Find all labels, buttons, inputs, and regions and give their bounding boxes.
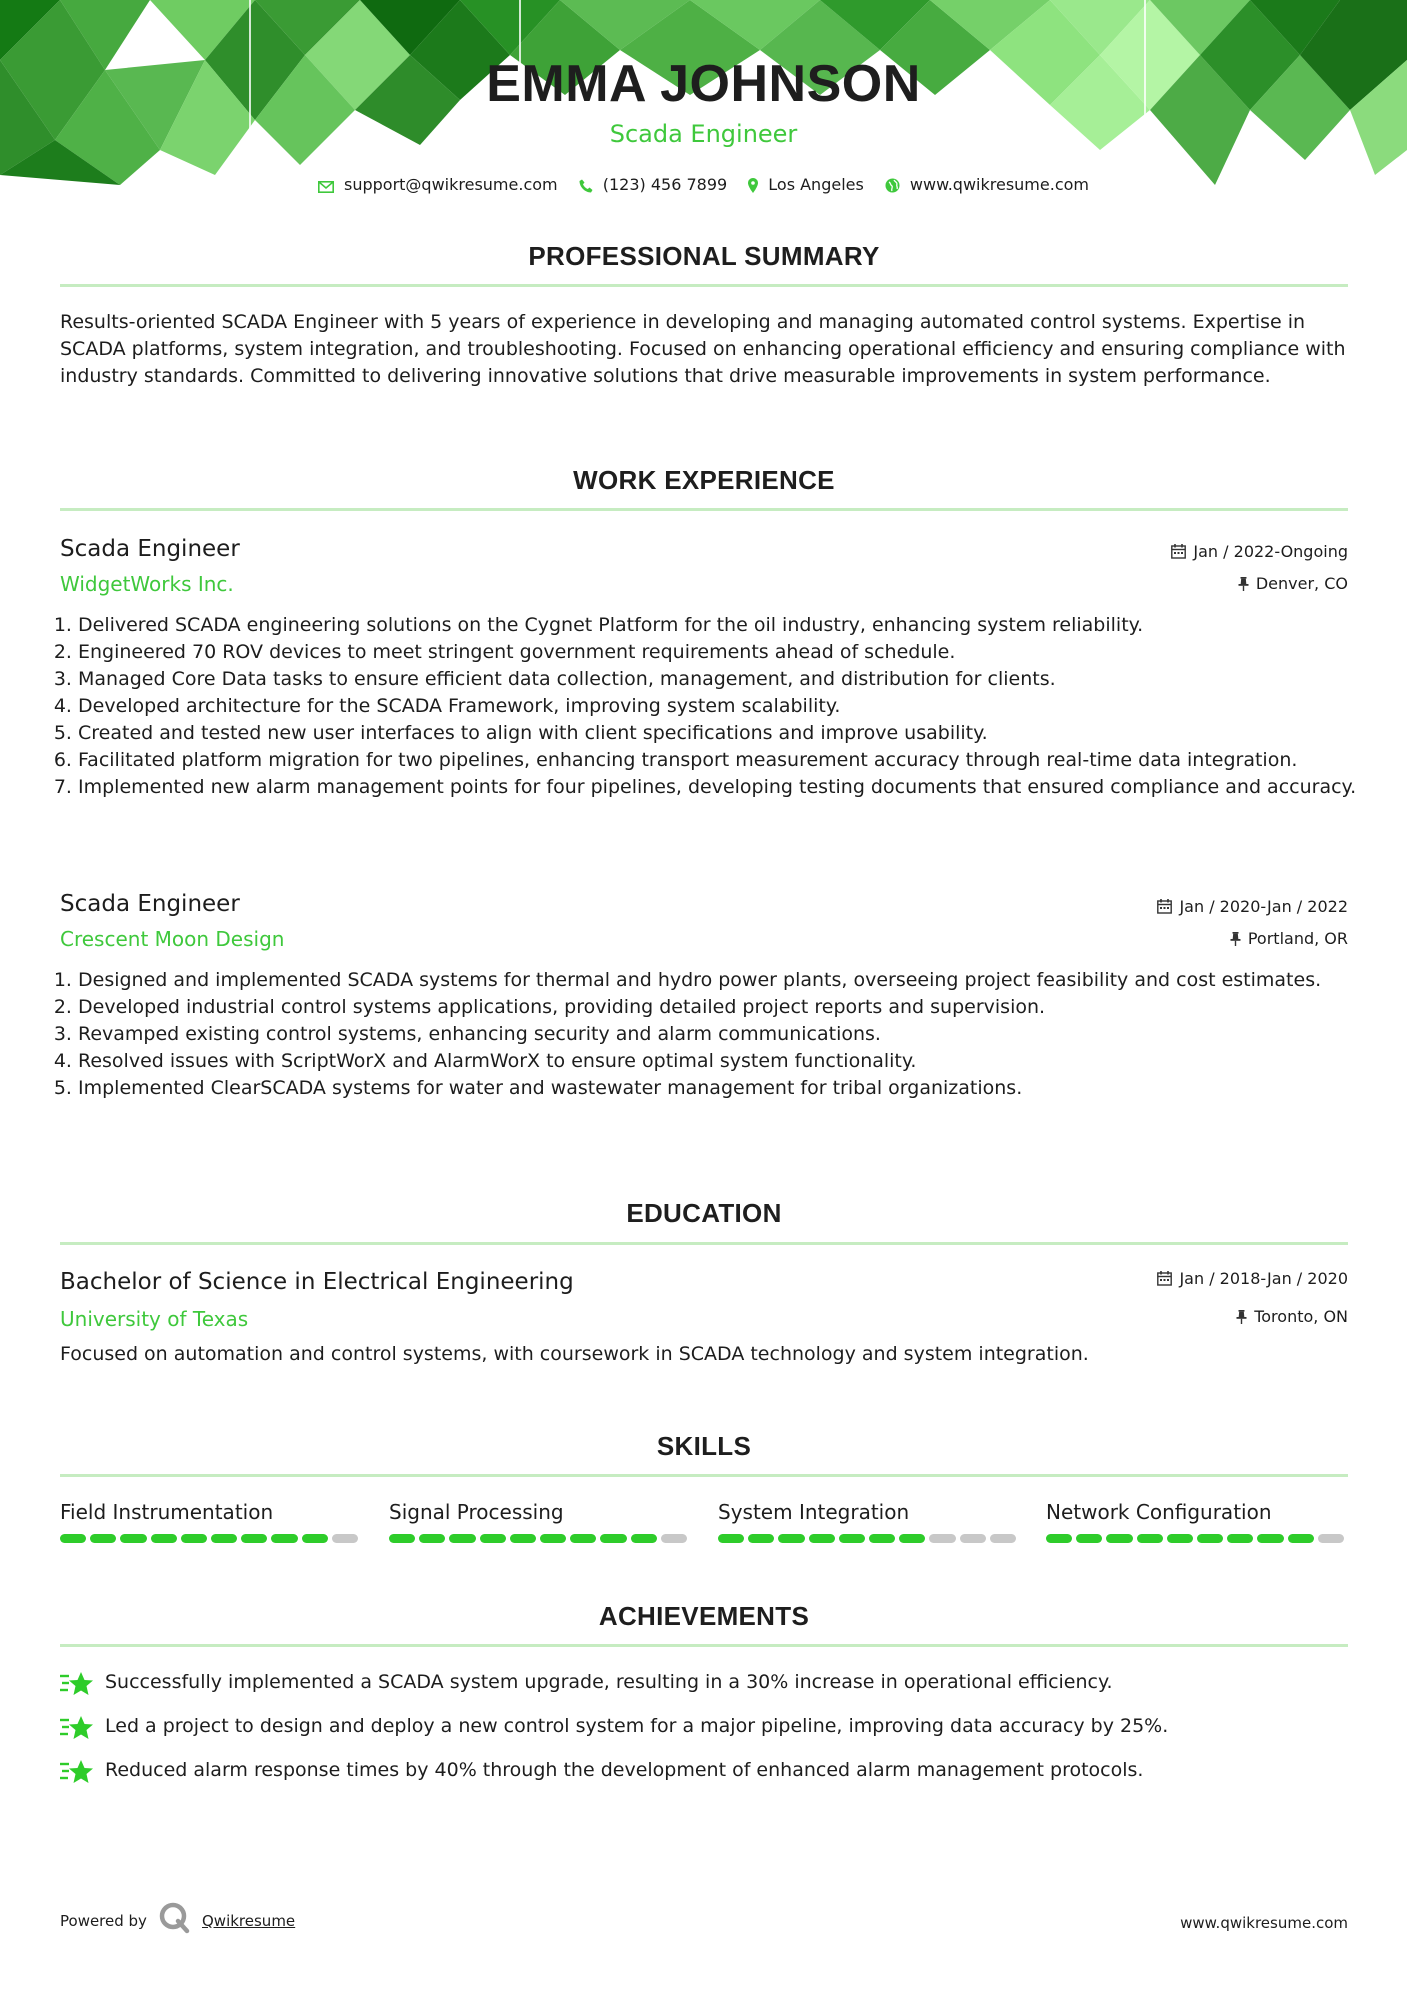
skill-segment-filled	[60, 1534, 86, 1543]
contact-bar	[0, 174, 1407, 195]
skill-segment-filled	[302, 1534, 328, 1543]
envelope-icon	[318, 181, 334, 193]
achievement-text: Successfully implemented a SCADA system upgrade, resulting in a 30% increase in operational efficiency.	[105, 1671, 1113, 1693]
skill-segment-filled	[480, 1534, 506, 1543]
job-location	[1230, 931, 1348, 947]
contact-website-text: www.qwikresume.com	[909, 174, 1089, 194]
skill-segment-filled	[449, 1534, 475, 1543]
job-company: Crescent Moon Design	[60, 927, 285, 951]
job-location-text: Portland, OR	[1247, 929, 1348, 948]
skill-segment-filled	[1257, 1534, 1283, 1543]
duty-item: 4. Developed architecture for the SCADA Framework, improving system scalability.	[78, 693, 1366, 720]
skill-segment-filled	[1288, 1534, 1314, 1543]
achievement-item	[60, 1670, 1348, 1698]
skill-name: System Integration	[718, 1500, 910, 1524]
job-dates-text: Jan / 2022-Ongoing	[1193, 542, 1348, 561]
candidate-name: EMMA JOHNSON	[486, 55, 921, 113]
skill-segment-filled	[1197, 1534, 1223, 1543]
map-marker-icon	[748, 178, 758, 193]
skill-segment-filled	[899, 1534, 925, 1543]
skill-segment-filled	[1046, 1534, 1072, 1543]
powered-by-label: Powered by	[60, 1912, 147, 1930]
skill-segment-filled	[1137, 1534, 1163, 1543]
job-location-text: Denver, CO	[1255, 574, 1348, 593]
duty-item: 1. Designed and implemented SCADA systems for thermal and hydro power plants, overseeing project feasibility and cost estimates.	[78, 967, 1366, 994]
duty-item: 4. Resolved issues with ScriptWorX and AlarmWorX to ensure optimal system functionality.	[78, 1048, 1366, 1075]
globe-icon	[885, 178, 900, 193]
job-duties	[60, 967, 1366, 1102]
footer	[60, 1898, 1348, 1938]
pin-icon	[1238, 577, 1249, 591]
duty-item: 3. Revamped existing control systems, enhancing security and alarm communications.	[78, 1021, 1366, 1048]
footer-website-link[interactable]: www.qwikresume.com	[1180, 1914, 1348, 1932]
skill-segment-filled	[271, 1534, 297, 1543]
skill-segment-filled	[90, 1534, 116, 1543]
skill-segment-empty	[332, 1534, 358, 1543]
contact-location-text: Los Angeles	[768, 174, 864, 194]
skill-segment-filled	[600, 1534, 626, 1543]
skill-segment-filled	[120, 1534, 146, 1543]
duty-item: 2. Engineered 70 ROV devices to meet stringent government requirements ahead of schedule.	[78, 639, 1366, 666]
skill-segment-empty	[1318, 1534, 1344, 1543]
summary-section	[60, 309, 1348, 390]
skill-segment-empty	[990, 1534, 1016, 1543]
skill-item	[718, 1502, 1020, 1522]
skill-segment-filled	[211, 1534, 237, 1543]
job-duties	[60, 612, 1366, 801]
skill-segment-filled	[510, 1534, 536, 1543]
skills-grid	[60, 1502, 1348, 1562]
calendar-icon	[1157, 899, 1172, 914]
skill-segment-filled	[181, 1534, 207, 1543]
duty-item: 7. Implemented new alarm management points for four pipelines, developing testing documents that ensured compliance and accuracy.	[78, 774, 1366, 801]
skill-segment-filled	[540, 1534, 566, 1543]
skill-segment-filled	[1167, 1534, 1193, 1543]
achievement-text: Reduced alarm response times by 40% through the development of enhanced alarm management protocols.	[105, 1759, 1144, 1781]
skill-segment-empty	[929, 1534, 955, 1543]
star-icon	[60, 1670, 94, 1698]
skill-name: Field Instrumentation	[60, 1500, 274, 1524]
skill-segment-filled	[241, 1534, 267, 1543]
education-heading: EDUCATION	[626, 1198, 782, 1228]
skill-name: Network Configuration	[1046, 1500, 1272, 1524]
skill-level-bar	[60, 1534, 362, 1543]
experience-heading: WORK EXPERIENCE	[573, 465, 835, 495]
education-location-text: Toronto, ON	[1254, 1307, 1348, 1326]
skill-segment-filled	[839, 1534, 865, 1543]
achievement-item	[60, 1758, 1348, 1786]
skill-level-bar	[1046, 1534, 1348, 1543]
skill-segment-empty	[960, 1534, 986, 1543]
skill-segment-filled	[869, 1534, 895, 1543]
skill-level-bar	[389, 1534, 691, 1543]
calendar-icon	[1171, 544, 1186, 559]
achievements-divider	[60, 1644, 1348, 1647]
education-location	[1236, 1309, 1348, 1325]
skill-segment-filled	[809, 1534, 835, 1543]
education-dates	[1157, 1271, 1348, 1287]
summary-text: Results-oriented SCADA Engineer with 5 years of experience in developing and managing automated control systems. Expertise in SCADA platforms, system integration, and troubleshooting. Focused on enhancing operational efficiency and ensuring compliance with industry standards. Committed to delivering innovative solutions that drive measurable improvements in system performance.	[60, 311, 1346, 387]
contact-email-text: support@qwikresume.com	[344, 174, 558, 194]
job-entry	[60, 893, 1348, 1133]
skill-segment-filled	[748, 1534, 774, 1543]
achievements-heading: ACHIEVEMENTS	[598, 1601, 810, 1631]
pin-icon	[1230, 932, 1241, 946]
duty-item: 2. Developed industrial control systems applications, providing detailed project reports and supervision.	[78, 994, 1366, 1021]
contact-phone-text: (123) 456 7899	[602, 174, 728, 194]
skill-segment-filled	[570, 1534, 596, 1543]
achievement-text: Led a project to design and deploy a new control system for a major pipeline, improving data accuracy by 25%.	[105, 1715, 1169, 1737]
calendar-icon	[1157, 1271, 1172, 1286]
education-description: Focused on automation and control systems, with coursework in SCADA technology and system integration.	[60, 1343, 1089, 1365]
skill-segment-filled	[718, 1534, 744, 1543]
star-icon	[60, 1714, 94, 1742]
job-dates-text: Jan / 2020-Jan / 2022	[1179, 897, 1348, 916]
achievements-list	[60, 1670, 1348, 1800]
skill-segment-filled	[631, 1534, 657, 1543]
experience-divider	[60, 508, 1348, 511]
achievement-item	[60, 1714, 1348, 1742]
duty-item: 3. Managed Core Data tasks to ensure efficient data collection, management, and distribution for clients.	[78, 666, 1366, 693]
summary-heading: PROFESSIONAL SUMMARY	[528, 241, 880, 271]
job-title: Scada Engineer	[60, 891, 240, 917]
skill-item	[60, 1502, 362, 1522]
skill-segment-filled	[1076, 1534, 1102, 1543]
phone-icon	[579, 179, 593, 193]
job-title: Scada Engineer	[60, 536, 240, 562]
education-divider	[60, 1242, 1348, 1245]
skill-item	[1046, 1502, 1348, 1522]
summary-divider	[60, 284, 1348, 287]
education-entry	[60, 1271, 1348, 1371]
duty-item: 5. Implemented ClearSCADA systems for water and wastewater management for tribal organizations.	[78, 1075, 1366, 1102]
duty-item: 6. Facilitated platform migration for two pipelines, enhancing transport measurement accuracy through real-time data integration.	[78, 747, 1366, 774]
skill-level-bar	[718, 1534, 1020, 1543]
skill-segment-filled	[778, 1534, 804, 1543]
skills-divider	[60, 1474, 1348, 1477]
pin-icon	[1236, 1310, 1247, 1324]
skill-segment-empty	[661, 1534, 687, 1543]
star-icon	[60, 1758, 94, 1786]
degree-title: Bachelor of Science in Electrical Engineering	[60, 1269, 574, 1295]
skill-segment-filled	[1106, 1534, 1132, 1543]
candidate-role: Scada Engineer	[609, 120, 798, 148]
duty-item: 5. Created and tested new user interfaces to align with client specifications and improve usability.	[78, 720, 1366, 747]
job-dates	[1157, 899, 1348, 915]
skill-item	[389, 1502, 691, 1522]
skills-heading: SKILLS	[656, 1431, 752, 1461]
job-entry	[60, 536, 1357, 858]
skill-segment-filled	[419, 1534, 445, 1543]
qwikresume-logo-icon	[157, 1900, 191, 1934]
skill-segment-filled	[151, 1534, 177, 1543]
qwikresume-link[interactable]: Qwikresume	[202, 1912, 296, 1930]
education-dates-text: Jan / 2018-Jan / 2020	[1179, 1269, 1348, 1288]
skill-segment-filled	[389, 1534, 415, 1543]
job-dates	[1171, 544, 1348, 560]
skill-segment-filled	[1227, 1534, 1253, 1543]
contact-phone[interactable]	[579, 175, 727, 195]
job-location	[1238, 576, 1348, 592]
job-company: WidgetWorks Inc.	[60, 572, 234, 596]
duty-item: 1. Delivered SCADA engineering solutions on the Cygnet Platform for the oil industry, enhancing system reliability.	[78, 612, 1366, 639]
contact-email[interactable]	[318, 175, 558, 195]
contact-website[interactable]	[885, 175, 1089, 195]
school-name: University of Texas	[60, 1307, 249, 1331]
skill-name: Signal Processing	[389, 1500, 564, 1524]
contact-location	[748, 175, 864, 195]
